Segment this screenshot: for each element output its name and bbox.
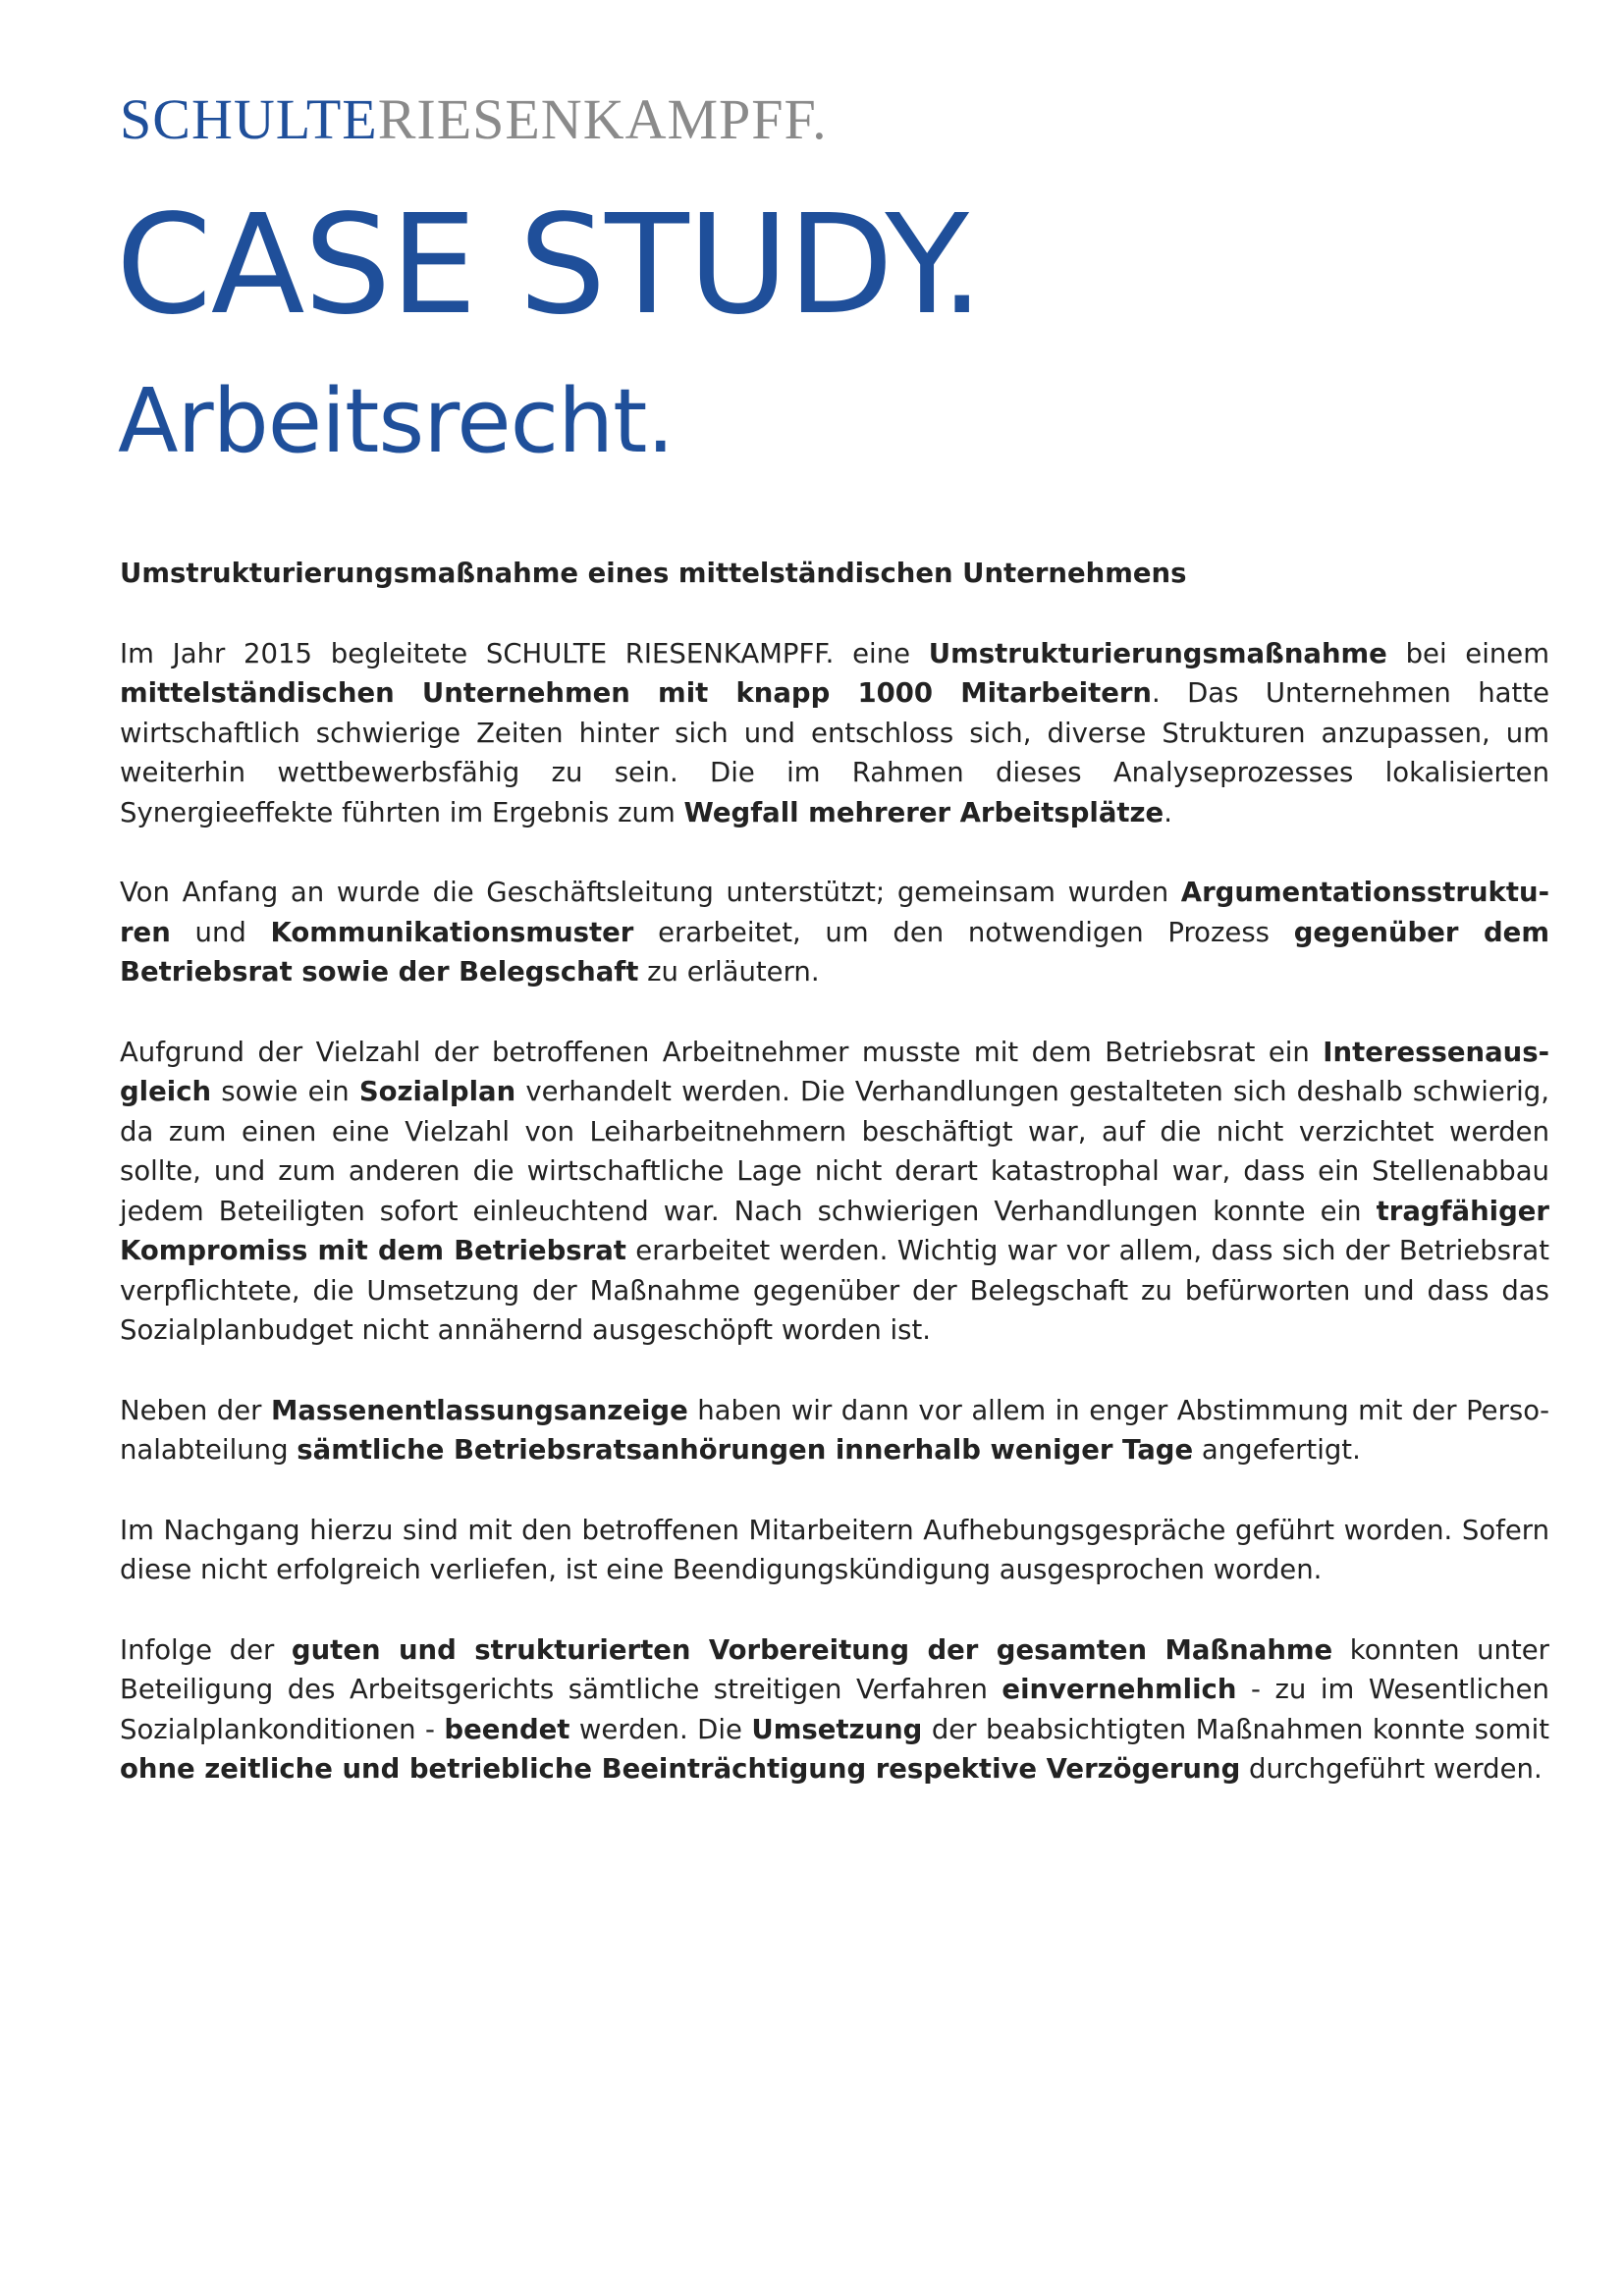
emphasized-text: Kommunikationsmuster bbox=[270, 916, 634, 948]
emphasized-text: sämtliche Betriebsratsanhörungen innerhalb weniger Tage bbox=[297, 1434, 1194, 1466]
emphasized-text: mittelständischen Unternehmen mit knapp 1000 Mitarbeitern bbox=[120, 677, 1153, 709]
emphasized-text: Interessenausgleich bbox=[120, 1036, 1549, 1107]
article-body bbox=[120, 554, 1549, 1830]
paragraph-text: und bbox=[170, 916, 271, 948]
paragraph-text: Im Jahr 2015 begleitete SCHULTE RIESENKAMPFF. eine bbox=[120, 637, 929, 669]
paragraph-text: Von Anfang an wurde die Geschäftsleitung unterstützt; gemeinsam wurden bbox=[120, 877, 1181, 908]
page-title: CASE STUDY. bbox=[116, 186, 984, 346]
paragraph-text: haben wir dann vor allem in enger Abstimmung mit der Personalabteilung bbox=[120, 1394, 1549, 1466]
paragraph-text: der beabsichtigten Maßnahmen konnte somit bbox=[922, 1713, 1549, 1745]
paragraph-5 bbox=[120, 1511, 1549, 1590]
paragraph-text: Infolge der bbox=[120, 1633, 292, 1666]
paragraph-text: . Das Unternehmen hatte wirtschaftlich schwierige Zeiten hinter sich und entschloss sich, diverse Strukturen anzupassen, um weiterhin wettbewerbsfähig zu sein. Die im Rahmen dieses Analyseprozesses lokalisierten Synergieeffekte führten im Ergebnis zum bbox=[120, 677, 1550, 828]
emphasized-text: Argumentationsstrukturen bbox=[120, 877, 1549, 948]
paragraph-text: zu erläutern. bbox=[638, 956, 820, 988]
paragraph-text: verhandelt werden. Die Verhandlungen gestalteten sich deshalb schwierig, da zum einen eine Vielzahl von Leiharbeitnehmern beschäftigt war, auf die nicht verzichtet werden sollte, und zum anderen die wirtschaftliche Lage nicht derart katastrophal war, dass ein Stellenabbau jedem Beteiligten sofort einleuchtend war. Nach schwierigen Verhandlungen konnte ein bbox=[120, 1076, 1549, 1227]
logo-primary-text: SCHULTE bbox=[120, 87, 378, 151]
paragraph-text: Neben der bbox=[120, 1394, 271, 1426]
emphasized-text: Umsetzung bbox=[751, 1713, 923, 1745]
paragraph-text: durchgeführt werden. bbox=[1240, 1753, 1543, 1785]
paragraph-text: werden. Die bbox=[569, 1713, 752, 1745]
emphasized-text: Wegfall mehrerer Arbeitsplätze bbox=[683, 796, 1164, 828]
emphasized-text: beendet bbox=[444, 1713, 570, 1745]
paragraph-text: angefertigt. bbox=[1193, 1434, 1361, 1466]
paragraph-3 bbox=[120, 1033, 1549, 1351]
paragraph-text: erarbeitet, um den notwendigen Prozess bbox=[633, 916, 1294, 948]
paragraph-1 bbox=[120, 634, 1549, 833]
paragraph-text: sowie ein bbox=[211, 1076, 359, 1107]
paragraph-6 bbox=[120, 1630, 1549, 1789]
emphasized-text: Sozialplan bbox=[358, 1076, 516, 1107]
paragraph-text: - zu im Wesentlichen Sozialplankonditionen - bbox=[120, 1674, 1549, 1745]
company-logo bbox=[120, 87, 828, 151]
paragraph-text: bei einem bbox=[1386, 637, 1549, 669]
emphasized-text: ohne zeitliche und betriebliche Beeinträchtigung respektive Verzögerung bbox=[120, 1753, 1241, 1785]
emphasized-text: guten und strukturierten Vorbereitung der gesamten Maßnahme bbox=[291, 1633, 1333, 1666]
paragraph-text: erarbeitet werden. Wichtig war vor allem, dass sich der Betriebsrat verpflichtete, die Umsetzung der Maßnahme gegenüber der Belegschaft zu befürworten und dass das Sozialplanbudget nicht annähernd ausgeschöpft worden ist. bbox=[120, 1235, 1549, 1346]
page-subtitle: Arbeitsrecht. bbox=[118, 370, 675, 473]
logo-secondary-text: RIESENKAMPFF. bbox=[377, 87, 828, 151]
article-heading: Umstrukturierungsmaßnahme eines mittelständischen Unternehmens bbox=[120, 558, 1187, 589]
paragraph-text: . bbox=[1164, 796, 1172, 828]
emphasized-text: tragfähiger Kompromiss mit dem Betriebsrat bbox=[120, 1195, 1549, 1266]
paragraph-text: konnten unter Beteiligung des Arbeitsgerichts sämtliche streitigen Verfahren bbox=[120, 1633, 1549, 1705]
paragraph-text: Aufgrund der Vielzahl der betroffenen Arbeitnehmer musste mit dem Betriebsrat ein bbox=[120, 1036, 1324, 1068]
paragraph-2 bbox=[120, 873, 1549, 992]
paragraph-text: Im Nachgang hierzu sind mit den betroffenen Mitarbeitern Aufhebungsgespräche geführt worden. Sofern diese nicht erfolgreich verliefen, ist eine Beendigungskündigung ausgesprochen worden. bbox=[120, 1514, 1549, 1585]
emphasized-text: einvernehmlich bbox=[1001, 1674, 1237, 1705]
emphasized-text: Massenentlassungsanzeige bbox=[270, 1394, 688, 1426]
paragraph-4 bbox=[120, 1391, 1549, 1470]
emphasized-text: Umstrukturierungsmaßnahme bbox=[928, 637, 1387, 669]
emphasized-text: gegenüber dem Betriebsrat sowie der Belegschaft bbox=[120, 916, 1549, 988]
